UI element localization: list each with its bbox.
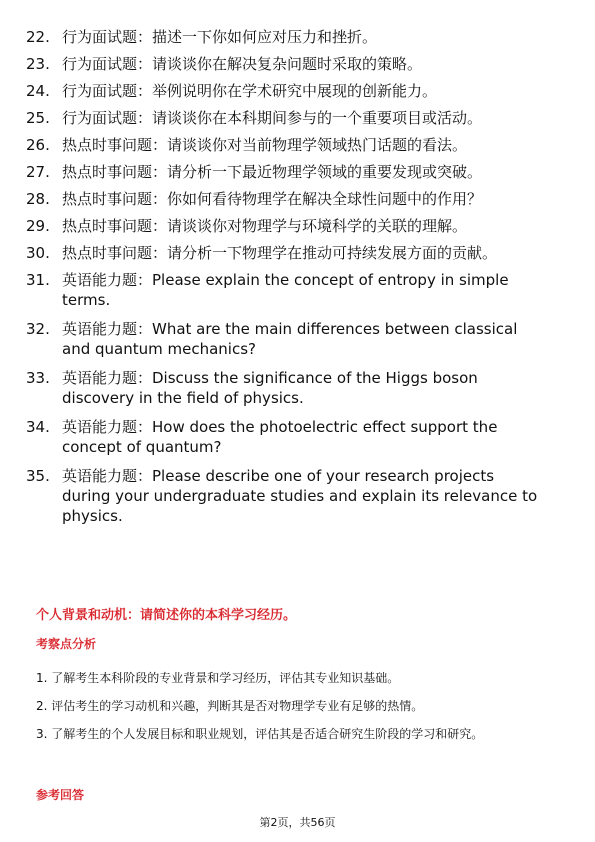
question-item [26,162,546,182]
question-item [26,466,546,526]
question-text: 热点时事问题：请谈谈你对当前物理学领域热门话题的看法。 [62,136,468,154]
question-text: 英语能力题：Please explain the concept of entropy in simple terms. [62,271,509,309]
question-text: 行为面试题：描述一下你如何应对压力和挫折。 [62,28,378,46]
question-item [26,216,546,236]
question-text: 热点时事问题：你如何看待物理学在解决全球性问题中的作用？ [62,190,483,208]
question-number: 29. [26,217,50,235]
question-text: 英语能力题：How does the photoelectric effect support the concept of quantum? [62,418,498,456]
question-item [26,270,546,310]
analysis-list [36,664,558,748]
question-text: 热点时事问题：请分析一下最近物理学领域的重要发现或突破。 [62,163,483,181]
question-item [26,54,546,74]
question-text: 行为面试题：请谈谈你在解决复杂问题时采取的策略。 [62,55,423,73]
question-item [26,243,546,263]
question-text: 行为面试题：请谈谈你在本科期间参与的一个重要项目或活动。 [62,109,483,127]
question-number: 27. [26,163,50,181]
analysis-item: 2. 评估考生的学习动机和兴趣，判断其是否对物理学专业有足够的热情。 [36,699,424,713]
question-number: 28. [26,190,50,208]
question-item [26,81,546,101]
answer-heading: 参考回答 [36,788,85,802]
question-item [26,108,546,128]
question-number: 23. [26,55,50,73]
section-title: 个人背景和动机：请简述你的本科学习经历。 [36,608,297,623]
question-number: 30. [26,244,50,262]
page-footer: 第2页，共56页 [259,816,336,829]
question-item [26,135,546,155]
question-item [26,319,546,359]
question-text: 行为面试题：举例说明你在学术研究中展现的创新能力。 [62,82,438,100]
analysis-item: 1. 了解考生本科阶段的专业背景和学习经历，评估其专业知识基础。 [36,671,400,685]
question-number: 22. [26,28,50,46]
question-number: 25. [26,109,50,127]
question-number: 26. [26,136,50,154]
question-number: 32. [26,320,50,338]
analysis-heading: 考察点分析 [36,637,97,651]
question-number: 35. [26,467,50,485]
question-item [26,417,546,457]
question-list [26,27,546,535]
question-text: 英语能力题：What are the main differences between classical and quantum mechanics? [62,320,518,358]
analysis-item: 3. 了解考生的个人发展目标和职业规划，评估其是否适合研究生阶段的学习和研究。 [36,727,484,741]
question-number: 31. [26,271,50,289]
question-number: 24. [26,82,50,100]
question-item [26,368,546,408]
question-text: 英语能力题：Please describe one of your research projects during your undergraduate studies and explain its relevance to physics. [62,467,538,525]
question-item [26,189,546,209]
question-text: 热点时事问题：请谈谈你对物理学与环境科学的关联的理解。 [62,217,468,235]
question-number: 33. [26,369,50,387]
question-number: 34. [26,418,50,436]
question-text: 热点时事问题：请分析一下物理学在推动可持续发展方面的贡献。 [62,244,498,262]
question-item [26,27,546,47]
question-text: 英语能力题：Discuss the significance of the Higgs boson discovery in the field of physics. [62,369,478,407]
